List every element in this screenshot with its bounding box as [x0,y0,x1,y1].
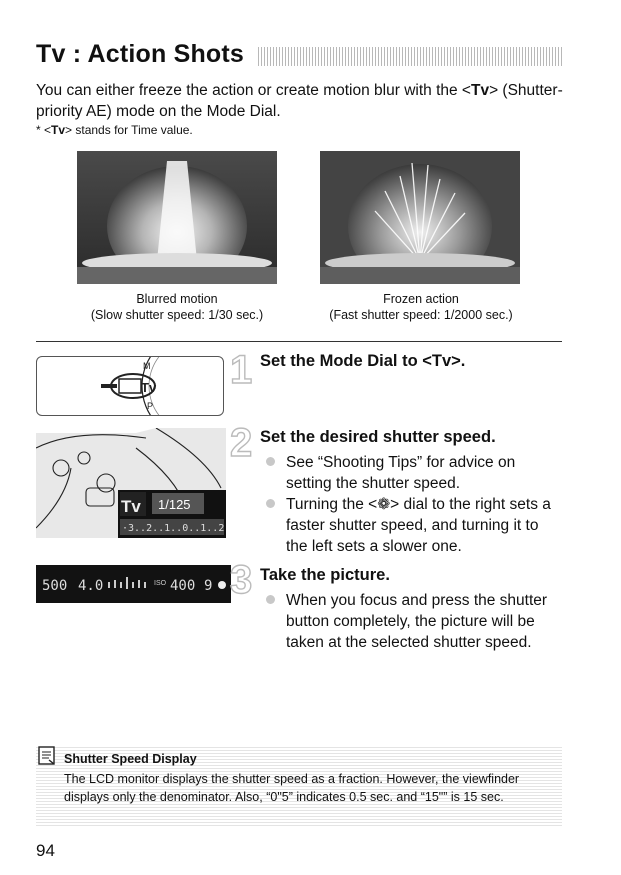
caption-blurred: Blurred motion (Slow shutter speed: 1/30 sec.) [90,292,264,322]
step-3-bullet-1: When you focus and press the shutter button completely, the picture will be taken at the selected shutter speed. [262,590,562,653]
lcd-shutter: 500 [42,578,68,594]
step-number-3: 3 [230,558,253,602]
display-exposure-scale: ·3..2..1..0..1..2. [122,523,226,534]
step-3-heading: Take the picture. [260,566,390,584]
step-2-bullet-2: Turning the <❁> dial to the right sets a faster shutter speed, and turning it to the left sets a slower one. [262,494,562,557]
step-2-bullet-1: See “Shooting Tips” for advice on setting the shutter speed. [262,452,562,494]
lcd-shots: 9 [204,578,213,594]
svg-text:M: M [143,361,151,371]
photo-frozen-fountain [320,151,520,284]
page-number: 94 [36,841,55,860]
mode-dial-illustration [36,356,224,416]
title-decoration-bar [258,47,563,66]
intro-paragraph: You can either freeze the action or create motion blur with the <Tv> (Shutter-priority AE) mode on the Mode Dial. [36,82,563,120]
svg-text:ISO: ISO [154,580,167,587]
step-number-1: 1 [230,348,253,392]
section-divider [36,341,562,342]
footnote: * <Tv> stands for Time value. [36,123,193,137]
viewfinder-lcd-display [36,565,231,603]
svg-text:Tv: Tv [141,380,157,395]
lcd-iso: 400 [170,578,196,594]
title-text: : Action Shots [65,40,245,68]
caption-frozen: Frozen action (Fast shutter speed: 1/2000 sec.) [329,292,513,322]
step-number-2: 2 [230,421,253,465]
info-heading: Shutter Speed Display [64,752,197,766]
title-mode: Tv [36,40,66,68]
svg-text:P: P [147,401,154,411]
lcd-aperture: 4.0 [78,578,104,594]
memo-icon [37,746,57,771]
display-shutter-value: 1/125 [158,497,191,512]
step-2-bullets [262,452,562,557]
step-3-bullets [262,590,562,653]
page-title [36,40,244,69]
step-2-heading: Set the desired shutter speed. [260,428,496,446]
info-body: The LCD monitor displays the shutter speed as a fraction. However, the viewfinder displays only the denominator. Also, “0"5” indicates 0.5 sec. and “15"” is 15 sec. [64,772,520,804]
display-mode-text: Tv [121,497,141,516]
shutter-speed-setting-illustration [36,428,226,538]
step-1-heading: Set the Mode Dial to <Tv>. [260,352,466,370]
photo-blurred-fountain [77,151,277,284]
